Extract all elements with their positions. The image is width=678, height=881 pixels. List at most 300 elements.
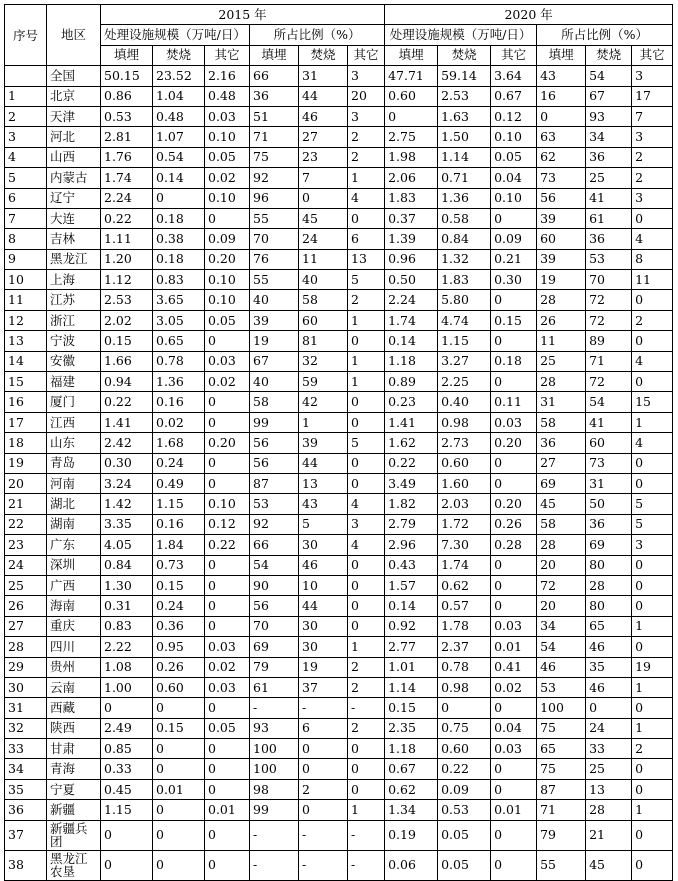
row-number: 27: [5, 616, 47, 636]
value-cell: 71: [586, 351, 632, 371]
capacity-header-2020: 处理设施规模（万吨/日）: [385, 25, 537, 45]
value-cell: 0.19: [385, 820, 438, 850]
value-cell: 0.23: [385, 392, 438, 412]
value-cell: 65: [537, 739, 586, 759]
value-cell: 0: [153, 850, 205, 880]
value-cell: 0.48: [205, 86, 250, 106]
value-cell: 47.71: [385, 66, 438, 86]
value-cell: 34: [586, 127, 632, 147]
value-cell: -: [250, 850, 299, 880]
value-cell: 79: [537, 820, 586, 850]
value-cell: 2.22: [101, 637, 153, 657]
value-cell: 0: [101, 820, 153, 850]
value-cell: 36: [537, 433, 586, 453]
value-cell: 1: [348, 800, 385, 820]
row-number: 10: [5, 270, 47, 290]
value-cell: 0.53: [101, 106, 153, 126]
value-cell: 0: [348, 412, 385, 432]
table-row: [5, 412, 673, 432]
value-cell: 0: [586, 698, 632, 718]
value-cell: 54: [586, 66, 632, 86]
value-cell: 79: [250, 657, 299, 677]
value-cell: 0: [205, 779, 250, 799]
value-cell: 98: [250, 779, 299, 799]
value-cell: 0.60: [385, 86, 438, 106]
value-cell: 87: [250, 473, 299, 493]
value-cell: 43: [537, 66, 586, 86]
value-cell: 0: [632, 473, 673, 493]
value-cell: 1: [348, 372, 385, 392]
value-cell: 69: [586, 535, 632, 555]
value-cell: 55: [250, 208, 299, 228]
value-cell: 0.30: [491, 270, 537, 290]
value-cell: 54: [250, 555, 299, 575]
value-cell: 0.75: [438, 718, 491, 738]
value-cell: 1.74: [385, 310, 438, 330]
value-cell: 0.05: [438, 820, 491, 850]
value-cell: 0: [348, 392, 385, 412]
value-cell: 2.02: [101, 310, 153, 330]
value-cell: 0: [632, 575, 673, 595]
value-cell: 0.01: [491, 800, 537, 820]
value-cell: 0: [348, 596, 385, 616]
table-row: [5, 555, 673, 575]
value-cell: 100: [250, 759, 299, 779]
region-cell: 海南: [47, 596, 101, 616]
value-cell: 3: [632, 127, 673, 147]
value-cell: 44: [299, 596, 348, 616]
value-cell: 69: [537, 473, 586, 493]
value-cell: 0: [438, 698, 491, 718]
value-cell: 0.21: [491, 249, 537, 269]
value-cell: 11: [632, 270, 673, 290]
value-cell: 0: [153, 800, 205, 820]
value-cell: 73: [586, 453, 632, 473]
value-cell: 1: [348, 351, 385, 371]
value-cell: 0: [205, 739, 250, 759]
value-cell: 0.14: [385, 596, 438, 616]
table-row: [5, 637, 673, 657]
value-cell: 40: [299, 270, 348, 290]
value-cell: 0: [632, 208, 673, 228]
value-cell: 25: [586, 759, 632, 779]
value-cell: 0.16: [153, 392, 205, 412]
value-cell: 53: [537, 677, 586, 697]
value-cell: 60: [537, 229, 586, 249]
table-row: [5, 453, 673, 473]
value-cell: 0.49: [153, 473, 205, 493]
region-cell: 上海: [47, 270, 101, 290]
value-cell: 0.06: [385, 850, 438, 880]
row-number: 38: [5, 850, 47, 880]
value-cell: 60: [586, 433, 632, 453]
capacity-header-2015: 处理设施规模（万吨/日）: [101, 25, 250, 45]
value-cell: 3.24: [101, 473, 153, 493]
value-cell: 39: [299, 433, 348, 453]
value-cell: 1.32: [438, 249, 491, 269]
row-number: 29: [5, 657, 47, 677]
value-cell: 37: [299, 677, 348, 697]
value-cell: 0.02: [205, 372, 250, 392]
table-row: [5, 249, 673, 269]
value-cell: 1.18: [385, 739, 438, 759]
row-number: 24: [5, 555, 47, 575]
table-row: [5, 372, 673, 392]
value-cell: 80: [586, 596, 632, 616]
value-cell: 28: [537, 372, 586, 392]
value-cell: 0.20: [205, 433, 250, 453]
value-cell: 7: [299, 168, 348, 188]
value-cell: 0.60: [438, 739, 491, 759]
value-cell: 0.41: [491, 657, 537, 677]
row-number: 13: [5, 331, 47, 351]
value-cell: 0: [632, 555, 673, 575]
value-cell: 0.03: [205, 637, 250, 657]
value-cell: 56: [250, 433, 299, 453]
value-cell: 0.05: [205, 310, 250, 330]
value-cell: 2: [348, 290, 385, 310]
value-cell: 0: [491, 290, 537, 310]
table-row: [5, 800, 673, 820]
value-cell: 0: [491, 208, 537, 228]
value-cell: 0.02: [153, 412, 205, 432]
value-cell: 4: [632, 433, 673, 453]
value-cell: 0: [205, 759, 250, 779]
value-cell: 3.35: [101, 514, 153, 534]
region-cell: 内蒙古: [47, 168, 101, 188]
value-cell: 0: [491, 820, 537, 850]
region-cell: 厦门: [47, 392, 101, 412]
region-cell: 新疆: [47, 800, 101, 820]
header-row-group: [5, 25, 673, 45]
value-cell: 1.14: [385, 677, 438, 697]
table-row: [5, 86, 673, 106]
value-cell: 70: [250, 229, 299, 249]
column-header: 其它: [205, 45, 250, 65]
value-cell: 2.24: [101, 188, 153, 208]
value-cell: 2: [299, 779, 348, 799]
value-cell: 67: [250, 351, 299, 371]
value-cell: 5: [348, 433, 385, 453]
value-cell: 2.37: [438, 637, 491, 657]
value-cell: 40: [250, 290, 299, 310]
value-cell: 1.83: [438, 270, 491, 290]
row-number: 14: [5, 351, 47, 371]
value-cell: 0.53: [438, 800, 491, 820]
value-cell: 0.67: [491, 86, 537, 106]
value-cell: 0: [153, 698, 205, 718]
value-cell: 0: [205, 412, 250, 432]
value-cell: 2: [632, 147, 673, 167]
table-row: [5, 168, 673, 188]
value-cell: 2.49: [101, 718, 153, 738]
value-cell: 13: [299, 473, 348, 493]
value-cell: 0.03: [491, 616, 537, 636]
value-cell: 0.45: [101, 779, 153, 799]
value-cell: 2.25: [438, 372, 491, 392]
value-cell: 4.05: [101, 535, 153, 555]
value-cell: 0.24: [153, 453, 205, 473]
value-cell: 0.62: [438, 575, 491, 595]
value-cell: 0.65: [153, 331, 205, 351]
value-cell: 3: [348, 514, 385, 534]
value-cell: 0.22: [438, 759, 491, 779]
value-cell: 0.03: [205, 106, 250, 126]
value-cell: 1: [632, 718, 673, 738]
value-cell: 0: [205, 698, 250, 718]
value-cell: 36: [250, 86, 299, 106]
value-cell: 4: [348, 188, 385, 208]
value-cell: 0: [205, 616, 250, 636]
value-cell: 0: [491, 555, 537, 575]
value-cell: 1: [348, 168, 385, 188]
value-cell: 50: [586, 494, 632, 514]
value-cell: 31: [299, 66, 348, 86]
value-cell: 46: [537, 657, 586, 677]
value-cell: 2: [632, 168, 673, 188]
value-cell: 61: [586, 208, 632, 228]
region-cell: 山东: [47, 433, 101, 453]
value-cell: 0.83: [101, 616, 153, 636]
value-cell: 7.30: [438, 535, 491, 555]
table-row: [5, 698, 673, 718]
value-cell: 1.34: [385, 800, 438, 820]
row-number: 2: [5, 106, 47, 126]
value-cell: 0.02: [205, 657, 250, 677]
value-cell: 2.16: [205, 66, 250, 86]
value-cell: 1.30: [101, 575, 153, 595]
table-row: [5, 718, 673, 738]
value-cell: 0.78: [438, 657, 491, 677]
value-cell: 27: [299, 127, 348, 147]
value-cell: 0: [153, 820, 205, 850]
value-cell: 1.84: [153, 535, 205, 555]
value-cell: 0.22: [101, 208, 153, 228]
value-cell: 24: [586, 718, 632, 738]
row-number: 12: [5, 310, 47, 330]
row-number: 37: [5, 820, 47, 850]
table-row: [5, 208, 673, 228]
value-cell: 2.42: [101, 433, 153, 453]
row-number: 15: [5, 372, 47, 392]
value-cell: 56: [537, 188, 586, 208]
value-cell: 0.10: [205, 494, 250, 514]
value-cell: 0.36: [153, 616, 205, 636]
column-header: 焚烧: [153, 45, 205, 65]
value-cell: 36: [586, 229, 632, 249]
value-cell: 70: [250, 616, 299, 636]
value-cell: 46: [299, 106, 348, 126]
table-row: [5, 657, 673, 677]
value-cell: 27: [537, 453, 586, 473]
value-cell: 0: [491, 372, 537, 392]
region-cell: 安徽: [47, 351, 101, 371]
table-row: [5, 535, 673, 555]
value-cell: 0.60: [438, 453, 491, 473]
value-cell: 0.85: [101, 739, 153, 759]
value-cell: 0.15: [101, 331, 153, 351]
value-cell: 4: [632, 351, 673, 371]
value-cell: 2.96: [385, 535, 438, 555]
value-cell: 99: [250, 800, 299, 820]
region-cell: 云南: [47, 677, 101, 697]
value-cell: 0.10: [205, 270, 250, 290]
value-cell: 0.03: [205, 677, 250, 697]
region-cell: 全国: [47, 66, 101, 86]
value-cell: 0.15: [153, 718, 205, 738]
value-cell: 1: [632, 677, 673, 697]
value-cell: 34: [537, 616, 586, 636]
value-cell: 44: [299, 453, 348, 473]
row-number: 9: [5, 249, 47, 269]
value-cell: 0.01: [491, 637, 537, 657]
value-cell: 0.22: [101, 392, 153, 412]
value-cell: 58: [537, 412, 586, 432]
seq-header: 序号: [5, 5, 47, 66]
value-cell: 1: [299, 412, 348, 432]
value-cell: 45: [537, 494, 586, 514]
value-cell: 1.83: [385, 188, 438, 208]
value-cell: 0: [205, 473, 250, 493]
value-cell: 31: [586, 473, 632, 493]
value-cell: 43: [299, 494, 348, 514]
value-cell: 0.58: [438, 208, 491, 228]
value-cell: 0: [348, 453, 385, 473]
value-cell: 66: [250, 535, 299, 555]
value-cell: 3.27: [438, 351, 491, 371]
value-cell: 0.48: [153, 106, 205, 126]
value-cell: 0.20: [205, 249, 250, 269]
value-cell: 41: [586, 412, 632, 432]
value-cell: 39: [250, 310, 299, 330]
value-cell: 0.09: [438, 779, 491, 799]
value-cell: 93: [586, 106, 632, 126]
value-cell: 1.68: [153, 433, 205, 453]
value-cell: 56: [250, 596, 299, 616]
value-cell: 0: [205, 331, 250, 351]
value-cell: 0.26: [491, 514, 537, 534]
row-number: 20: [5, 473, 47, 493]
value-cell: 0: [491, 850, 537, 880]
value-cell: 0.33: [101, 759, 153, 779]
value-cell: 75: [537, 718, 586, 738]
value-cell: 0: [101, 850, 153, 880]
value-cell: 10: [299, 575, 348, 595]
row-number: 25: [5, 575, 47, 595]
row-number: 36: [5, 800, 47, 820]
region-cell: 江西: [47, 412, 101, 432]
value-cell: 5: [632, 494, 673, 514]
value-cell: 42: [299, 392, 348, 412]
value-cell: -: [250, 820, 299, 850]
row-number: 23: [5, 535, 47, 555]
value-cell: 25: [537, 351, 586, 371]
value-cell: 87: [537, 779, 586, 799]
value-cell: 0: [632, 820, 673, 850]
value-cell: 6: [299, 718, 348, 738]
value-cell: 0: [348, 759, 385, 779]
row-number: 19: [5, 453, 47, 473]
value-cell: 39: [537, 208, 586, 228]
region-header: 地区: [47, 5, 101, 66]
table-row: [5, 392, 673, 412]
value-cell: 1.41: [385, 412, 438, 432]
value-cell: 0.24: [153, 596, 205, 616]
row-number: 30: [5, 677, 47, 697]
row-number: 17: [5, 412, 47, 432]
table-row: [5, 106, 673, 126]
value-cell: 0: [632, 453, 673, 473]
value-cell: 1: [632, 412, 673, 432]
value-cell: 2.06: [385, 168, 438, 188]
value-cell: 69: [250, 637, 299, 657]
value-cell: 0: [299, 800, 348, 820]
value-cell: 70: [586, 270, 632, 290]
value-cell: 0: [205, 392, 250, 412]
value-cell: 7: [632, 106, 673, 126]
value-cell: 51: [250, 106, 299, 126]
value-cell: 2: [348, 718, 385, 738]
value-cell: -: [348, 698, 385, 718]
region-cell: 西藏: [47, 698, 101, 718]
table-row: [5, 66, 673, 86]
region-cell: 深圳: [47, 555, 101, 575]
value-cell: 0: [348, 575, 385, 595]
value-cell: 2.81: [101, 127, 153, 147]
table-row: [5, 310, 673, 330]
table-row: [5, 820, 673, 850]
value-cell: 0: [632, 759, 673, 779]
table-row: [5, 575, 673, 595]
value-cell: 60: [299, 310, 348, 330]
value-cell: 0.57: [438, 596, 491, 616]
value-cell: 44: [299, 86, 348, 106]
value-cell: 0.22: [385, 453, 438, 473]
value-cell: 0: [632, 331, 673, 351]
value-cell: 3.64: [491, 66, 537, 86]
value-cell: 25: [586, 168, 632, 188]
value-cell: 0: [385, 106, 438, 126]
value-cell: 1.39: [385, 229, 438, 249]
value-cell: 0.94: [101, 372, 153, 392]
value-cell: 6: [348, 229, 385, 249]
value-cell: 0.95: [153, 637, 205, 657]
value-cell: 1.41: [101, 412, 153, 432]
value-cell: 0.10: [491, 188, 537, 208]
value-cell: 0: [537, 106, 586, 126]
value-cell: 0: [205, 555, 250, 575]
row-number: 5: [5, 168, 47, 188]
value-cell: 46: [586, 677, 632, 697]
value-cell: 1.62: [385, 433, 438, 453]
value-cell: -: [250, 698, 299, 718]
year-2015-header: 2015 年: [101, 5, 385, 25]
value-cell: 46: [586, 637, 632, 657]
value-cell: 67: [586, 86, 632, 106]
value-cell: 36: [586, 147, 632, 167]
header-row-year: [5, 5, 673, 25]
row-number: [5, 66, 47, 86]
value-cell: 0.18: [153, 208, 205, 228]
region-cell: 辽宁: [47, 188, 101, 208]
value-cell: 0: [205, 575, 250, 595]
value-cell: 23.52: [153, 66, 205, 86]
value-cell: 35: [586, 657, 632, 677]
table-row: [5, 229, 673, 249]
value-cell: 72: [586, 372, 632, 392]
value-cell: 75: [250, 147, 299, 167]
value-cell: 0: [299, 739, 348, 759]
